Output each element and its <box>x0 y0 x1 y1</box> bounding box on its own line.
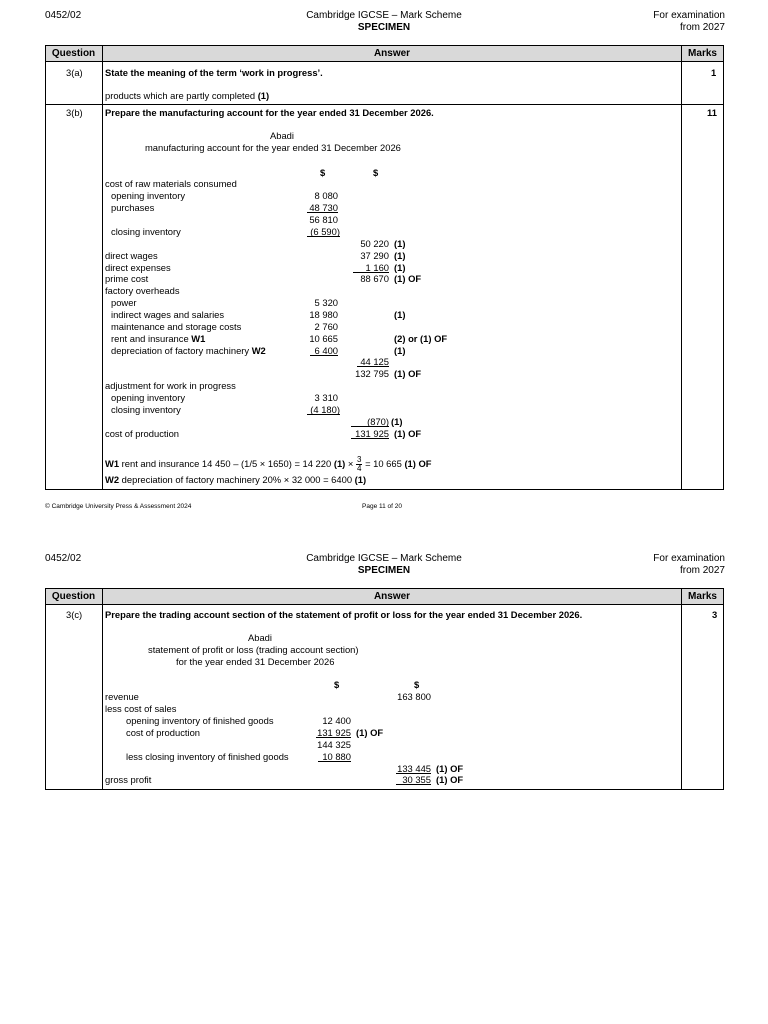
line-label: less closing inventory of finished goods <box>126 751 289 762</box>
amount: 3 310 <box>314 392 338 403</box>
divider <box>46 104 723 105</box>
amount: 50 220 <box>360 238 389 249</box>
line-label: closing inventory <box>111 226 181 237</box>
line-label: cost of production <box>105 428 180 439</box>
copyright: © Cambridge University Press & Assessment 2024 <box>45 503 192 510</box>
paper-code: 0452/02 <box>45 553 82 564</box>
amount: 44 125 <box>357 356 389 367</box>
col-header-answer: Answer <box>373 48 411 59</box>
divider <box>681 46 682 489</box>
amount: 6 400 <box>310 345 338 356</box>
question-prompt: Prepare the trading account section of the statement of profit or loss for the year ended 31 December 2026. <box>105 609 583 620</box>
divider <box>102 589 103 789</box>
line-label: cost of production <box>126 727 201 738</box>
column-currency: $ <box>320 167 326 178</box>
mark-annotation: (1) OF <box>356 727 384 738</box>
amount: 30 355 <box>396 774 431 785</box>
header-specimen: SPECIMEN <box>357 565 411 576</box>
amount: 1 160 <box>353 262 389 273</box>
line-label: adjustment for work in progress <box>105 380 236 391</box>
amount: 56 810 <box>309 214 338 225</box>
amount: (6 590) <box>307 226 340 237</box>
amount: 10 665 <box>309 333 338 344</box>
column-currency: $ <box>373 167 379 178</box>
table-header-row <box>46 589 723 605</box>
question-number: 3(b) <box>66 107 83 118</box>
question-number: 3(c) <box>66 609 83 620</box>
marks-value: 11 <box>707 107 717 118</box>
header-title: Cambridge IGCSE – Mark Scheme <box>306 10 462 21</box>
mark-scheme-table-1 <box>45 45 724 490</box>
header-specimen: SPECIMEN <box>357 22 411 33</box>
line-label: factory overheads <box>105 285 180 296</box>
working-w1: W1 rent and insurance 14 450 – (1/5 × 1650) = 14 220 (1) × $\frac{3}{4}$ = 10 665 (1) OF <box>105 455 432 473</box>
amount: 133 445 <box>397 763 431 774</box>
amount: 18 980 <box>309 309 338 320</box>
line-label: power <box>111 297 137 308</box>
header-exam-line2: from 2027 <box>679 565 725 576</box>
answer-text: products which are partly completed (1) <box>105 90 270 101</box>
question-prompt: Prepare the manufacturing account for the year ended 31 December 2026. <box>105 107 434 118</box>
table-header-row <box>46 46 723 62</box>
mark-annotation: (1) OF <box>394 273 422 284</box>
line-label: direct expenses <box>105 262 171 273</box>
amount: (870) <box>351 416 389 427</box>
statement-period: for the year ended 31 December 2026 <box>176 656 335 667</box>
line-label: closing inventory <box>111 404 181 415</box>
line-label: maintenance and storage costs <box>111 321 242 332</box>
line-label: less cost of sales <box>105 703 177 714</box>
amount: 132 795 <box>355 368 389 379</box>
header-exam-line1: For examination <box>653 553 725 564</box>
amount: 10 880 <box>318 751 351 762</box>
amount: 163 800 <box>397 691 431 702</box>
col-header-answer: Answer <box>373 591 411 602</box>
header-exam-line1: For examination <box>653 10 725 21</box>
line-label: purchases <box>111 202 155 213</box>
mark-annotation: (1) <box>394 345 406 356</box>
line-label: opening inventory of finished goods <box>126 715 274 726</box>
divider <box>681 589 682 789</box>
question-prompt: State the meaning of the term ‘work in progress’. <box>105 67 323 78</box>
divider <box>102 46 103 489</box>
line-label: depreciation of factory machinery W2 <box>111 345 266 356</box>
amount: (4 180) <box>307 404 340 415</box>
amount: 12 400 <box>322 715 351 726</box>
mark-annotation: (1) OF <box>436 763 464 774</box>
mark-annotation: (2) or (1) OF <box>394 333 448 344</box>
mark-scheme-table-2 <box>45 588 724 790</box>
amount: 131 925 <box>351 428 389 439</box>
line-label: indirect wages and salaries <box>111 309 225 320</box>
amount: 5 320 <box>314 297 338 308</box>
mark-annotation: (1) <box>394 238 406 249</box>
line-label: cost of raw materials consumed <box>105 178 237 189</box>
mark-annotation: (1) OF <box>394 368 422 379</box>
line-label: opening inventory <box>111 190 186 201</box>
amount: 37 290 <box>360 250 389 261</box>
column-currency: $ <box>334 679 340 690</box>
paper-code: 0452/02 <box>45 10 82 21</box>
column-currency: $ <box>414 679 420 690</box>
account-title: manufacturing account for the year ended 31 December 2026 <box>145 142 401 153</box>
amount: 144 325 <box>317 739 351 750</box>
line-label: direct wages <box>105 250 158 261</box>
mark-annotation: (1) <box>391 416 403 427</box>
page1-header <box>0 10 768 40</box>
question-number: 3(a) <box>66 67 83 78</box>
statement-title: statement of profit or loss (trading account section) <box>148 644 359 655</box>
marks-value: 1 <box>711 67 717 78</box>
mark-annotation: (1) <box>394 309 406 320</box>
line-label: rent and insurance W1 <box>111 333 206 344</box>
line-label: gross profit <box>105 774 152 785</box>
amount: 88 670 <box>360 273 389 284</box>
header-exam-line2: from 2027 <box>679 22 725 33</box>
amount: 2 760 <box>314 321 338 332</box>
page-number: Page 11 of 20 <box>362 503 402 510</box>
col-header-question: Question <box>51 591 96 602</box>
account-entity: Abadi <box>270 130 294 141</box>
mark-annotation: (1) <box>394 250 406 261</box>
line-label: opening inventory <box>111 392 186 403</box>
line-label: revenue <box>105 691 139 702</box>
mark-annotation: (1) OF <box>436 774 464 785</box>
working-w2: W2 depreciation of factory machinery 20% × 32 000 = 6400 (1) <box>105 474 367 485</box>
mark-annotation: (1) OF <box>394 428 422 439</box>
mark-annotation: (1) <box>394 262 406 273</box>
page2-header <box>0 553 768 583</box>
fraction: $\frac{3}{4}$ <box>357 455 362 473</box>
col-header-marks: Marks <box>688 591 717 602</box>
amount: 48 730 <box>307 202 338 213</box>
marks-value: 3 <box>712 609 718 620</box>
col-header-question: Question <box>51 48 96 59</box>
amount: 8 080 <box>314 190 338 201</box>
statement-entity: Abadi <box>248 632 272 643</box>
col-header-marks: Marks <box>688 48 717 59</box>
line-label: prime cost <box>105 273 149 284</box>
header-title: Cambridge IGCSE – Mark Scheme <box>306 553 462 564</box>
amount: 131 925 <box>317 727 351 738</box>
